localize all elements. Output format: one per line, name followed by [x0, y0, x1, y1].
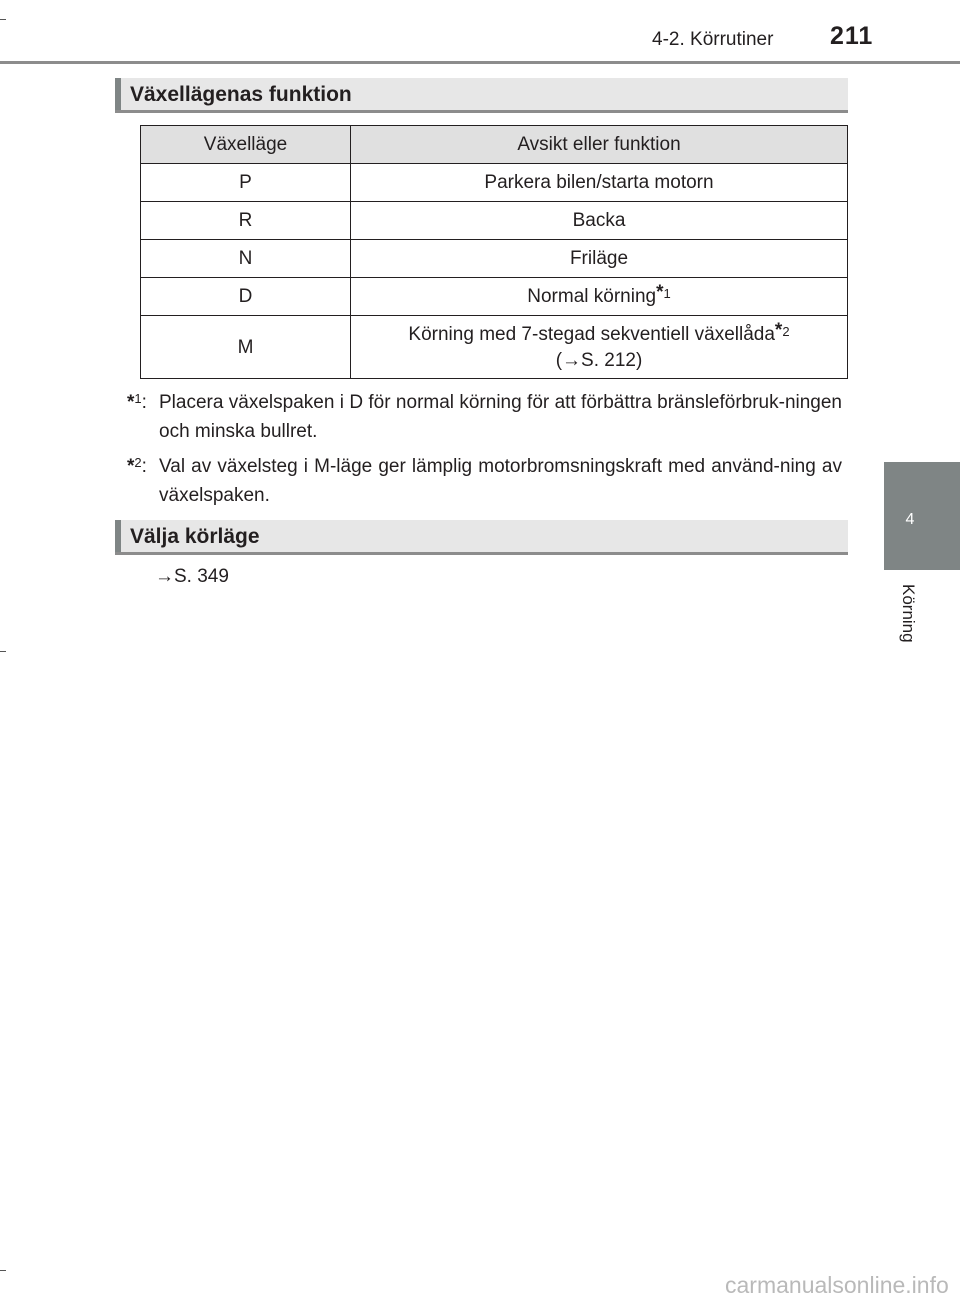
crop-mark — [0, 1270, 6, 1271]
function-cell — [351, 316, 848, 379]
footnote — [127, 452, 842, 510]
footnote-marker: *1 — [656, 281, 671, 303]
section-heading-drive-mode — [115, 520, 848, 555]
crop-mark — [0, 19, 6, 20]
page-reference-link[interactable]: →S. 349 — [155, 566, 229, 587]
function-text: Normal körning — [527, 285, 657, 307]
page-number: 211 — [830, 22, 874, 50]
page-reference: (→S. 212) — [555, 349, 643, 371]
table-row — [141, 316, 848, 379]
function-text: Körning med 7-stegad sekventiell växellåda — [408, 323, 775, 345]
table-row — [141, 202, 848, 240]
section-title: Välja körläge — [130, 525, 260, 548]
table-header-row — [141, 126, 848, 164]
watermark: carmanualsonline.info — [725, 1272, 949, 1298]
gear-cell: P — [141, 164, 351, 202]
chapter-tab-label: Körning — [899, 584, 918, 643]
footnote-marker: *2 — [774, 319, 790, 341]
footnote-text: Val av växelsteg i M-läge ger lämplig motorbromsningskraft med använd-ning av växelspaken. — [159, 456, 842, 506]
footnote-text: Placera växelspaken i D för normal körning för att förbättra bränsleförbruk-ningen och minska bullret. — [159, 392, 842, 442]
header-rule — [0, 61, 960, 64]
function-cell: Friläge — [351, 240, 848, 278]
footnote-marker: *$^1$: — [127, 391, 147, 413]
table-row — [141, 164, 848, 202]
column-header: Växelläge — [141, 126, 351, 164]
header-section-title: 4-2. Körrutiner — [652, 29, 774, 50]
footnote-marker: *$^2$: — [127, 455, 147, 477]
function-cell: Backa — [351, 202, 848, 240]
crop-mark — [0, 651, 6, 652]
column-header: Avsikt eller funktion — [351, 126, 848, 164]
table-row — [141, 278, 848, 316]
gear-cell: N — [141, 240, 351, 278]
function-cell: Parkera bilen/starta motorn — [351, 164, 848, 202]
table-row — [141, 240, 848, 278]
function-cell — [351, 278, 848, 316]
section-title: Växellägenas funktion — [130, 83, 352, 106]
section-heading-gear-functions — [115, 78, 848, 113]
gear-cell: D — [141, 278, 351, 316]
gear-function-table — [140, 125, 848, 379]
gear-cell: M — [141, 316, 351, 379]
footnote — [127, 388, 842, 446]
gear-cell: R — [141, 202, 351, 240]
chapter-tab-number: 4 — [905, 511, 915, 528]
